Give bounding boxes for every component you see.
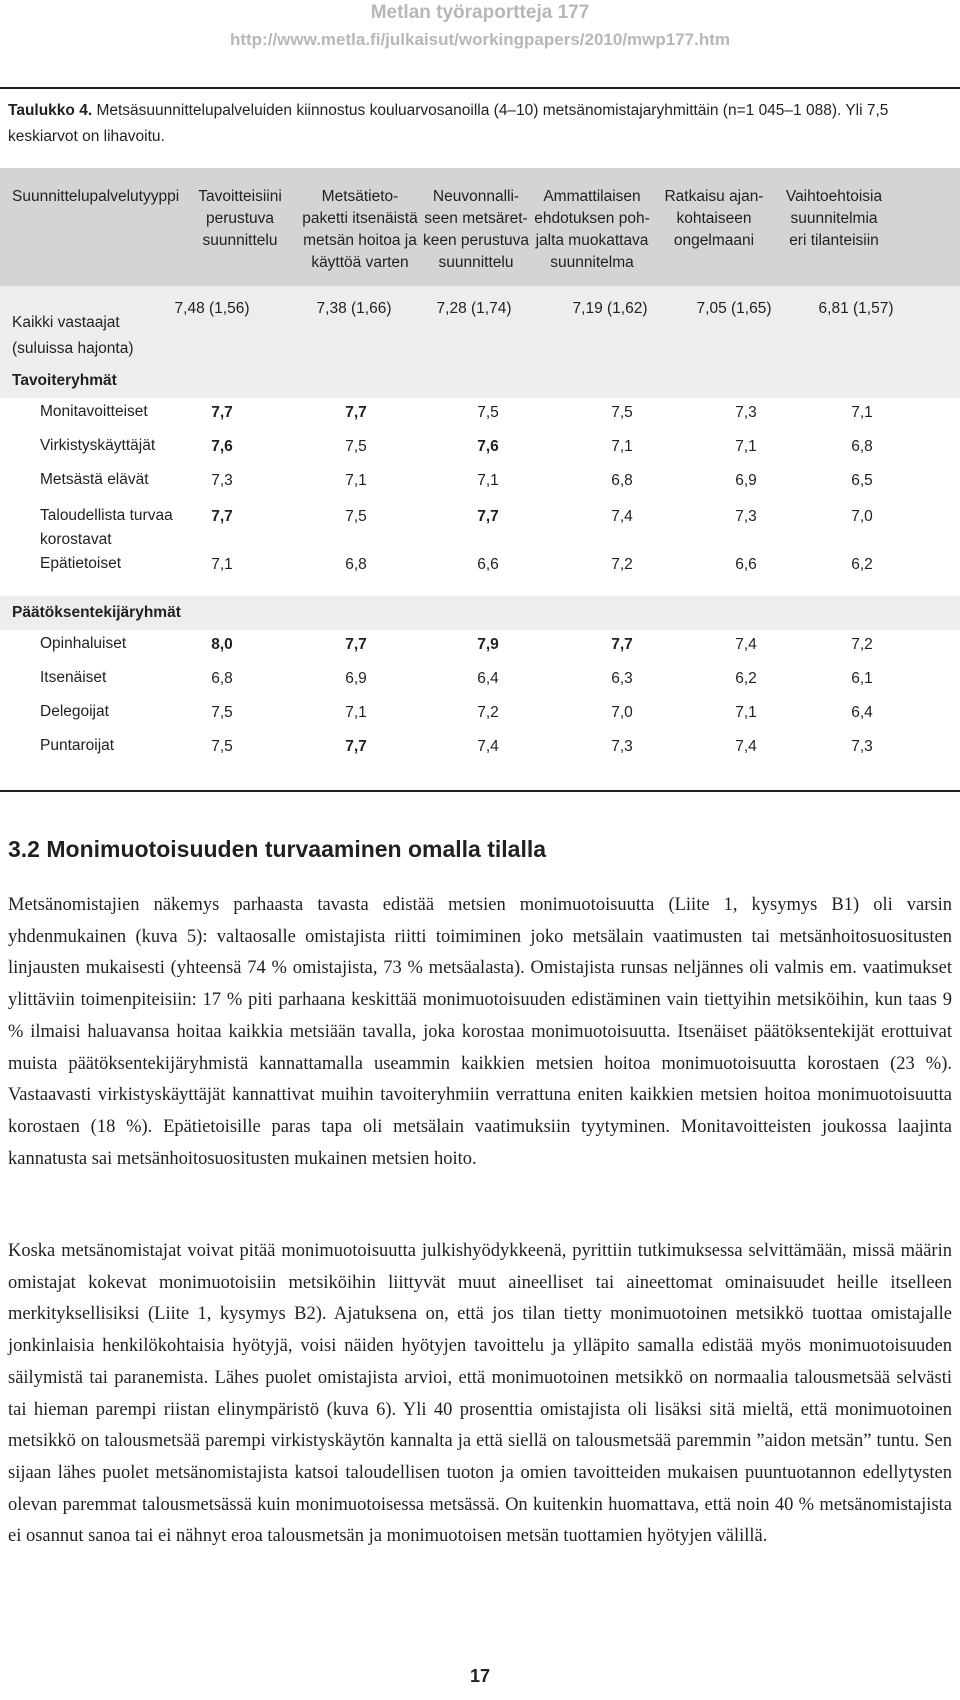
column-header [644,186,784,252]
row-label-line: Puntaroijat [40,737,115,754]
row-label-line: korostavat [40,531,112,548]
row-value: 6,8 [345,556,367,573]
row-value: 7,9 [477,636,499,653]
series-title: Metlan työraportteja 177 [370,2,590,23]
row-value: 6,2 [851,556,873,573]
row-value: 7,2 [611,556,633,573]
row-value: 7,0 [851,508,873,525]
row-label [40,552,121,576]
row-value: 7,4 [735,636,757,653]
column-header-line: suunnitelma [550,254,634,271]
column-header [522,186,662,274]
column-header-line: Ratkaisu ajan- [664,188,764,205]
row-value: 6,8 [611,472,633,489]
row-value: 7,4 [611,508,633,525]
summary-value: 7,19 (1,62) [572,300,648,317]
row-value: 7,6 [477,438,499,455]
row-label-line: Opinhaluiset [40,635,127,652]
row-label-line: Virkistyskäyttäjät [40,437,156,454]
row-label [40,666,106,690]
column-header-line: paketti itsenäistä [302,210,418,227]
row-value: 7,1 [345,704,367,721]
row-value: 7,7 [345,738,367,755]
row-label [40,632,126,656]
summary-row [0,286,960,364]
summary-row-label [12,310,133,362]
row-value: 7,3 [211,472,233,489]
caption-text: Metsäsuunnittelupalveluiden kiinnostus kouluarvosanoilla (4–10) metsänomistajaryhmittäin (n=1 045–1 088). Yli 7,5 keskiarvot on lihavoitu. [8,102,889,145]
column-header-line: Ammattilaisen [543,188,641,205]
column-header [764,186,904,252]
header-divider [0,87,960,89]
row-value: 7,1 [211,556,233,573]
row-value: 7,7 [211,508,233,525]
summary-value: 7,28 (1,74) [436,300,512,317]
column-header-line: perustuva [205,210,275,227]
column-header-line: suunnittelu [438,254,514,271]
row-value: 7,4 [477,738,499,755]
page-number: 17 [469,1666,491,1686]
row-label-line: Delegoijat [40,703,109,720]
column-header-line: käyttöä varten [311,254,409,271]
row-label [40,700,109,724]
row-value: 6,8 [851,438,873,455]
row-value: 7,3 [851,738,873,755]
group-header [0,596,960,630]
group-header [0,364,960,398]
row-label-line: Epätietoiset [40,555,121,572]
row-value: 7,2 [477,704,499,721]
row-value: 6,8 [211,670,233,687]
table-bottom-rule [0,790,960,792]
table-caption [8,98,952,150]
column-header-line: Suunnittelupalvelutyyppi [12,188,180,205]
paragraph: Metsänomistajien näkemys parhaasta tavasta edistää metsien monimuotoisuutta (Liite 1, kysymys B1) oli varsin yhdenmukainen (kuva 5): valtaosalle omistajista riitti toimiminen joko metsälain vaatimusten tai metsänhoitosuositusten linjausten mukaisesti (yhteensä 74 % omistajista, 73 % metsäalasta). Omistajista runsas neljännes oli valmis em. vaatimukset ylittäviin toimenpiteisiin: 17 % piti parhaana keskittää monimuotoisuuden edistäminen vain tiettyihin metsiköihin, kun taas 9 % ilmaisi haluavansa hoitaa kaikkia metsiään tavalla, joka korostaa monimuotoisuutta. Itsenäiset päätöksentekijät erottuivat muista päätöksentekijäryhmistä kannattamalla useammin kaikkien metsien hoitoa monimuotoisuutta korostaen (23 %). Vastaavasti virkistyskäyttäjät kannattivat muihin tavoiteryhmiin verrattuna eniten kaikkien metsien hoitoa monimuotoisuutta korostaen (18 %). Epätietoisille paras tapa oli metsälain vaatimuksiin tyytyminen. Monitavoitteisten joukossa laajinta kannatusta sai metsänhoitosuositusten mukainen metsien hoito. [8,895,952,1169]
row-label [40,468,149,492]
row-value: 7,5 [211,738,233,755]
row-value: 7,7 [611,636,633,653]
table-header-row [0,168,960,286]
column-header-line: Neuvonnalli- [432,188,520,205]
row-value: 6,3 [611,670,633,687]
summary-value: 7,48 (1,56) [174,300,250,317]
row-value: 7,5 [477,404,499,421]
group-title: Päätöksentekijäryhmät [12,604,181,621]
row-value: 7,0 [611,704,633,721]
column-header-line: keen perustuva [423,232,529,249]
row-label [40,434,155,458]
column-header-line: jalta muokattava [535,232,649,249]
row-value: 6,2 [735,670,757,687]
column-header-line: ehdotuksen poh- [534,210,650,227]
column-header-line: eri tilanteisiin [789,232,879,249]
series-url[interactable]: http://www.metla.fi/julkaisut/workingpapers/2010/mwp177.htm [229,30,731,49]
row-value: 6,4 [477,670,499,687]
group-title: Tavoiteryhmät [12,372,117,389]
row-value: 7,4 [735,738,757,755]
row-label [40,504,173,552]
column-header-line: Tavoitteisiini [198,188,282,205]
summary-value: 6,81 (1,57) [818,300,894,317]
row-value: 8,0 [211,636,233,653]
row-value: 7,7 [477,508,499,525]
row-value: 6,6 [735,556,757,573]
row-label-line: Taloudellista turvaa [40,507,173,524]
row-value: 7,1 [735,704,757,721]
row-value: 6,1 [851,670,873,687]
row-value: 7,5 [211,704,233,721]
row-value: 6,9 [735,472,757,489]
column-header-line: suunnittelu [202,232,278,249]
column-header-line: suunnitelmia [790,210,878,227]
row-value: 6,4 [851,704,873,721]
row-value: 7,3 [611,738,633,755]
row-value: 7,5 [611,404,633,421]
column-header-line: kohtaiseen [676,210,752,227]
row-value: 6,5 [851,472,873,489]
row-value: 7,2 [851,636,873,653]
row-value: 7,3 [735,508,757,525]
row-value: 7,5 [345,438,367,455]
row-value: 7,1 [851,404,873,421]
summary-value: 7,38 (1,66) [316,300,392,317]
column-header-line: seen metsäret- [424,210,528,227]
caption-label: Taulukko 4. [8,102,93,119]
row-value: 6,9 [345,670,367,687]
row-value: 7,1 [611,438,633,455]
row-label-line: Metsästä elävät [40,471,149,488]
row-value: 6,6 [477,556,499,573]
row-value: 7,7 [211,404,233,421]
column-header-line: Metsätieto- [321,188,399,205]
paragraph: Koska metsänomistajat voivat pitää monimuotoisuutta julkishyödykkeenä, pyrittiin tutkimuksessa selvittämään, missä määrin omistajat kokevat monimuotoisiin metsiköihin liittyvät muut aineelliset tai aineettomat ominaisuudet heille itselleen merkityksellisiksi (Liite 1, kysymys B2). Ajatuksena on, että jos tilan tietty monimuotoinen metsikkö tuottaa omistajalle jonkinlaisia henkilökohtaisia hyötyjä, voisi näiden hyötyjen tavoittelu ja ylläpito samalla edistää myös monimuotoisuuden säilymistä tai paranemista. Lähes puolet omistajista arvioi, että monimuotoinen metsikkö on normaalia talousmetsää selvästi tai hieman parempi riistan elinympäristö (kuva 6). Yli 40 prosenttia omistajista oli lisäksi sitä mieltä, että monimuotoinen metsikkö on talousmetsää parempi virkistyskäytön kannalta ja että siellä on talousmetsää paremmin ”aidon metsän” tuntu. Sen sijaan lähes puolet metsänomistajista katsoi taloudellisen tuoton ja omien tavoitteiden mukaisen puuntuotannon edellytysten olevan paremmat talousmetsässä kuin monimuotoisessa metsässä. On kuitenkin huomattava, että noin 40 % metsänomistajista ei osannut sanoa tai ei nähnyt eroa talousmetsän ja monimuotoisen metsän tuottamien hyötyjen välillä. [8,1241,952,1547]
column-header [170,186,310,252]
row-value: 7,3 [735,404,757,421]
row-value: 7,6 [211,438,233,455]
summary-value: 7,05 (1,65) [696,300,772,317]
column-header-line: ongelmaani [673,232,755,249]
row-value: 7,7 [345,404,367,421]
row-label-line: Monitavoitteiset [40,403,148,420]
row-label-line: Itsenäiset [40,669,107,686]
row-value: 7,1 [735,438,757,455]
row-label [40,734,114,758]
row-label [40,400,148,424]
row-value: 7,5 [345,508,367,525]
column-header-line: metsän hoitoa ja [303,232,417,249]
column-header-line: Vaihtoehtoisia [785,188,883,205]
summary-label-line: (suluissa hajonta) [12,340,134,357]
row-value: 7,1 [345,472,367,489]
section-heading: 3.2 Monimuotoisuuden turvaaminen omalla tilalla [8,836,547,862]
row-value: 7,1 [477,472,499,489]
summary-label-line: Kaikki vastaajat [12,314,120,331]
row-value: 7,7 [345,636,367,653]
